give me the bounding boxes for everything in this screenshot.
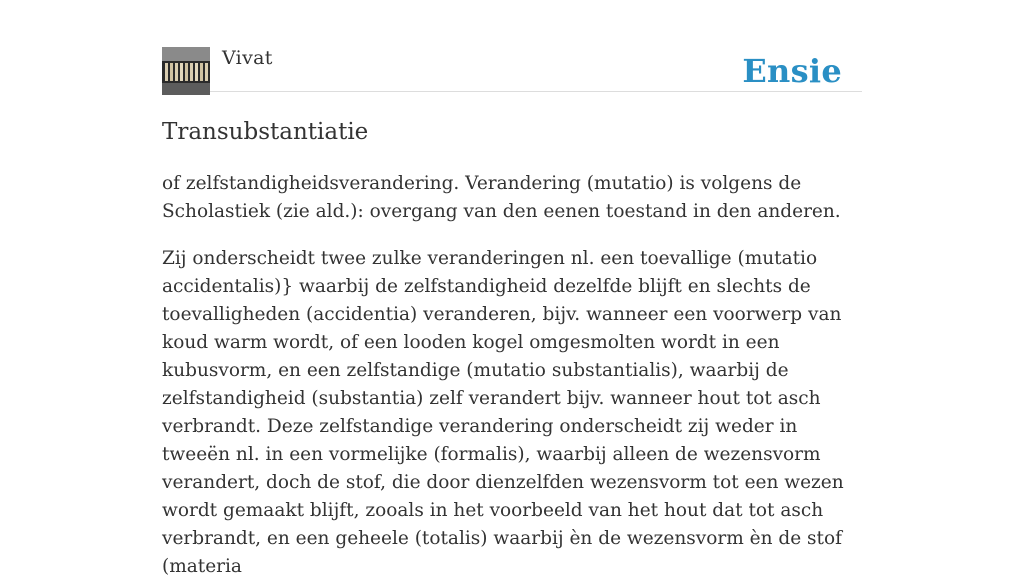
- article-paragraph: of zelfstandigheidsverandering. Verandering (mutatio) is volgens de Scholastiek (zie ald.): overgang van den eenen toestand in den anderen.: [162, 173, 841, 222]
- book-spines-icon: [162, 47, 210, 95]
- source-avatar[interactable]: [162, 47, 210, 95]
- source-name[interactable]: Vivat: [222, 47, 273, 69]
- ensie-logo[interactable]: Ensie: [742, 52, 842, 90]
- site-header: [162, 0, 862, 92]
- page-title: Transubstantiatie: [162, 119, 369, 145]
- article-paragraph: Zij onderscheidt twee zulke veranderingen nl. een toevallige (mutatio accidentalis)} waarbij de zelfstandigheid dezelfde blijft en slechts de toevalligheden (accidentia) veranderen, bijv. wanneer een voorwerp van koud warm wordt, of een looden kogel omgesmolten wordt in een kubusvorm, en een zelfstandige (mutatio substantialis), waarbij de zelfstandigheid (substantia) zelf verandert bijv. wanneer hout tot asch verbrandt. Deze zelfstandige verandering onderscheidt zij weder in tweeën nl. in een vormelijke (formalis), waarbij alleen de wezensvorm verandert, doch de stof, die door dienzelfden wezensvorm tot een wezen wordt gemaakt blijft, zooals in het voorbeeld van het hout dat tot asch verbrandt, en een geheele (totalis) waarbij èn de wezensvorm èn de stof (materia: [162, 248, 844, 577]
- page-content: [162, 0, 862, 581]
